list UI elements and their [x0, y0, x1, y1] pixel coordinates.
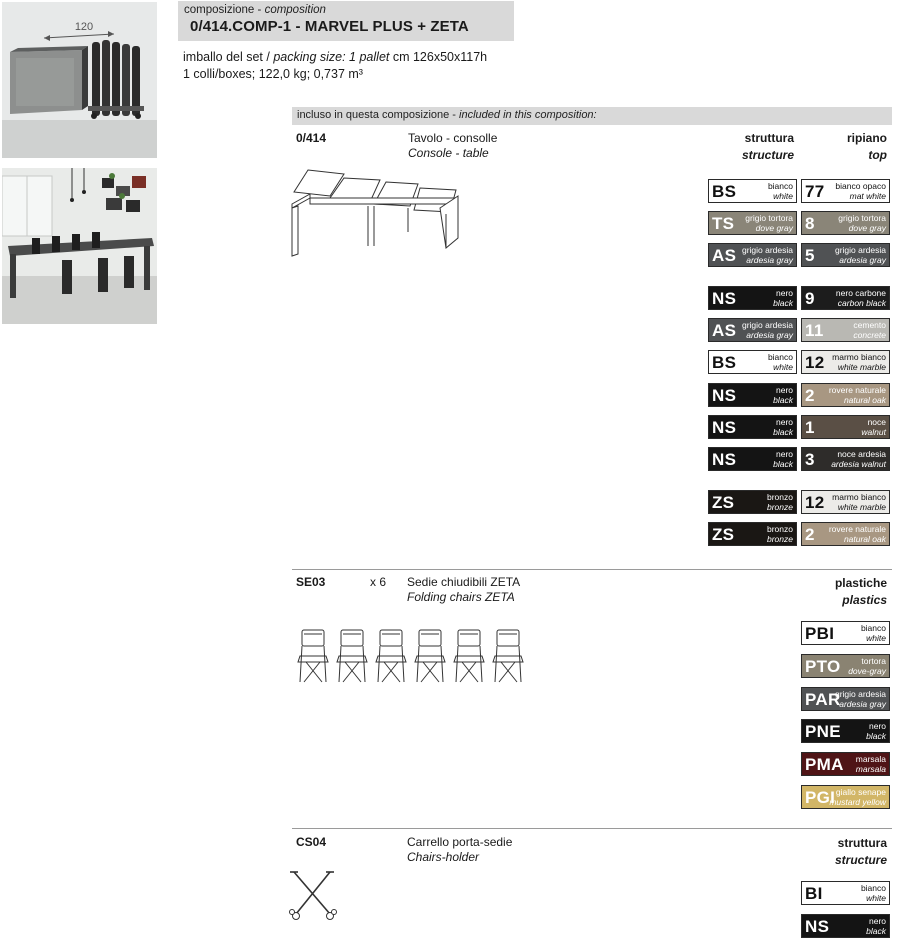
- finish-swatch-top[interactable]: [801, 522, 890, 546]
- item-code: CS04: [296, 835, 327, 849]
- finish-name: [767, 493, 793, 512]
- finish-name: [832, 493, 886, 512]
- finish-swatch-plastics[interactable]: [801, 719, 890, 743]
- finish-name-it: nero: [775, 385, 793, 395]
- finish-code: BI: [805, 884, 823, 903]
- finish-name-en: ardesia gray: [746, 254, 793, 265]
- finish-name-en: mat white: [849, 190, 886, 201]
- finish-swatch-structure[interactable]: [708, 383, 797, 407]
- composition-en: composition: [264, 4, 326, 16]
- finish-code: ZS: [712, 525, 735, 544]
- finish-name-it: bianco: [860, 883, 886, 893]
- finish-swatch-structure[interactable]: [708, 447, 797, 471]
- column-header-en: plastics: [842, 593, 887, 607]
- finish-name-en: black: [866, 925, 886, 936]
- finish-code: AS: [712, 246, 737, 265]
- finish-name-en: bronze: [767, 533, 793, 544]
- finish-name-en: ardesia gray: [746, 329, 793, 340]
- finish-code: 5: [805, 246, 815, 265]
- finish-swatch-structure[interactable]: [708, 211, 797, 235]
- finish-name-it: bianco: [860, 623, 886, 633]
- finish-swatch-structure[interactable]: [708, 522, 797, 546]
- finish-name: [835, 182, 886, 201]
- finish-swatch-top[interactable]: [801, 383, 890, 407]
- finish-code: BS: [712, 353, 737, 372]
- finish-code: 12: [805, 353, 825, 372]
- column-header-en: top: [868, 148, 887, 162]
- finish-name-it: nero: [775, 288, 793, 298]
- column-header-top: [847, 130, 887, 164]
- finish-swatch-structure[interactable]: [801, 914, 890, 938]
- finish-code: 3: [805, 450, 815, 469]
- finish-name: [848, 657, 886, 676]
- item-name-en: Chairs-holder: [407, 850, 480, 864]
- finish-name-it: grigio ardesia: [741, 320, 793, 330]
- product-photo-dining-room: [2, 168, 157, 324]
- finish-name-en: white: [866, 632, 886, 643]
- column-header-en: structure: [741, 148, 794, 162]
- finish-name-it: marmo bianco: [832, 492, 886, 502]
- finish-name: [856, 755, 886, 774]
- finish-name: [866, 917, 886, 936]
- finish-name-it: marmo bianco: [832, 352, 886, 362]
- finish-name-en: ardesia walnut: [831, 458, 886, 469]
- finish-swatch-structure[interactable]: [708, 350, 797, 374]
- finish-name: [745, 214, 793, 233]
- finish-code: 12: [805, 493, 825, 512]
- finish-name: [838, 214, 886, 233]
- finish-name: [831, 450, 886, 469]
- finish-name-it: marsala: [855, 754, 886, 764]
- finish-code: 2: [805, 525, 815, 544]
- finish-name-it: bianco: [767, 352, 793, 362]
- finish-code: TS: [712, 214, 735, 233]
- finish-name-it: nero: [868, 916, 886, 926]
- finish-swatch-top[interactable]: [801, 318, 890, 342]
- finish-name-en: dove gray: [848, 222, 886, 233]
- finish-name: [853, 321, 886, 340]
- finish-code: 11: [805, 321, 824, 340]
- finish-code: ZS: [712, 493, 735, 512]
- finish-name: [835, 246, 886, 265]
- column-header-it: struttura: [837, 836, 887, 850]
- finish-name-it: tortora: [861, 656, 886, 666]
- item-description: [407, 575, 520, 605]
- packing-en: packing size: 1 pallet: [273, 50, 390, 64]
- finish-name-it: nero: [775, 449, 793, 459]
- finish-code: PAR: [805, 690, 841, 709]
- finish-code: 77: [805, 182, 825, 201]
- finish-name: [742, 321, 793, 340]
- finish-name-en: natural oak: [843, 533, 886, 544]
- finish-name-it: nero: [775, 417, 793, 427]
- finish-code: 2: [805, 386, 815, 405]
- column-header-it: ripiano: [846, 131, 887, 145]
- finish-swatch-structure[interactable]: [708, 490, 797, 514]
- finish-name-it: noce ardesia: [837, 449, 886, 459]
- item-name-it: Sedie chiudibili ZETA: [407, 575, 521, 589]
- finish-name-en: black: [866, 730, 886, 741]
- column-header-it: struttura: [744, 131, 794, 145]
- finish-name: [768, 182, 793, 201]
- finish-name-it: rovere naturale: [828, 385, 886, 395]
- finish-name-it: giallo senape: [835, 787, 886, 797]
- finish-code: 8: [805, 214, 815, 233]
- finish-name-it: grigio ardesia: [834, 689, 886, 699]
- finish-name-it: grigio tortora: [745, 213, 793, 223]
- finish-name-it: cemento: [853, 320, 886, 330]
- finish-name-en: white: [773, 361, 793, 372]
- included-it: incluso in questa composizione -: [297, 109, 460, 121]
- finish-name-it: grigio ardesia: [741, 245, 793, 255]
- finish-name-en: white: [866, 892, 886, 903]
- finish-name-en: black: [773, 426, 793, 437]
- finish-name-it: bianco: [767, 181, 793, 191]
- finish-name: [742, 246, 793, 265]
- finish-code: 9: [805, 289, 815, 308]
- finish-code: BS: [712, 182, 737, 201]
- item-name-en: Console - table: [408, 146, 489, 160]
- finish-code: NS: [712, 418, 737, 437]
- finish-name-it: grigio tortora: [838, 213, 886, 223]
- finish-name-it: bronzo: [767, 524, 793, 534]
- finish-code: PMA: [805, 755, 844, 774]
- finish-name-en: dove gray: [755, 222, 793, 233]
- item-code: 0/414: [296, 131, 327, 145]
- finish-name: [861, 884, 886, 903]
- finish-name: [836, 289, 886, 308]
- finish-swatch-top[interactable]: [801, 179, 890, 203]
- finish-name-en: concrete: [853, 329, 886, 340]
- finish-name: [832, 353, 886, 372]
- finish-swatch-plastics[interactable]: [801, 621, 890, 645]
- included-bar: [292, 107, 892, 125]
- finish-name-en: black: [773, 394, 793, 405]
- finish-name-it: bronzo: [767, 492, 793, 502]
- finish-swatch-structure[interactable]: [708, 286, 797, 310]
- finish-name-it: nero carbone: [835, 288, 886, 298]
- composition-separator: -: [254, 4, 265, 16]
- finish-name-en: black: [773, 458, 793, 469]
- finish-name-it: nero: [868, 721, 886, 731]
- finish-name: [829, 525, 886, 544]
- finish-code: NS: [712, 386, 737, 405]
- finish-name: [773, 386, 793, 405]
- finish-code: 1: [805, 418, 815, 437]
- finish-name: [861, 418, 886, 437]
- finish-code: PTO: [805, 657, 841, 676]
- finish-swatch-structure[interactable]: [708, 243, 797, 267]
- finish-code: AS: [712, 321, 737, 340]
- finish-swatch-structure[interactable]: [708, 318, 797, 342]
- finish-name-it: rovere naturale: [828, 524, 886, 534]
- finish-code: PBI: [805, 624, 835, 643]
- column-header-it: plastiche: [834, 576, 887, 590]
- item-description: [407, 835, 512, 865]
- finish-name-en: black: [773, 297, 793, 308]
- packing-dims: cm 126x50x117h: [389, 50, 488, 64]
- page-title: 0/414.COMP-1 - MARVEL PLUS + ZETA: [190, 18, 469, 35]
- finish-name: [835, 690, 886, 709]
- item-code: SE03: [296, 575, 326, 589]
- item-name-it: Carrello porta-sedie: [407, 835, 513, 849]
- product-photo-console-folded: [2, 2, 157, 158]
- finish-swatch-top[interactable]: [801, 415, 890, 439]
- finish-name-en: walnut: [861, 426, 886, 437]
- finish-swatch-plastics[interactable]: [801, 785, 890, 809]
- finish-name: [866, 722, 886, 741]
- finish-name: [773, 450, 793, 469]
- finish-name-en: carbon black: [837, 297, 886, 308]
- photo-dimension-label: 120: [74, 21, 94, 33]
- finish-code: NS: [805, 917, 830, 936]
- item-quantity: x 6: [370, 575, 387, 589]
- finish-swatch-plastics[interactable]: [801, 687, 890, 711]
- finish-name: [767, 525, 793, 544]
- console-table-drawing: [290, 168, 470, 260]
- finish-name: [768, 353, 793, 372]
- column-header-structure: [742, 130, 794, 164]
- item-name-it: Tavolo - consolle: [408, 131, 498, 145]
- finish-swatch-plastics[interactable]: [801, 752, 890, 776]
- finish-name-en: natural oak: [843, 394, 886, 405]
- finish-code: NS: [712, 450, 737, 469]
- item-description: [408, 131, 497, 161]
- finish-name-en: mustard yellow: [829, 796, 886, 807]
- finish-swatch-structure[interactable]: [801, 881, 890, 905]
- column-header-en: structure: [834, 853, 887, 867]
- finish-swatch-top[interactable]: [801, 350, 890, 374]
- finish-name: [861, 624, 886, 643]
- finish-swatch-top[interactable]: [801, 447, 890, 471]
- chairs-holder-drawing: [286, 868, 346, 924]
- packing-size: [183, 50, 487, 64]
- finish-name-en: ardesia gray: [839, 254, 886, 265]
- item-name-en: Folding chairs ZETA: [407, 590, 515, 604]
- finish-name: [773, 289, 793, 308]
- finish-swatch-top[interactable]: [801, 243, 890, 267]
- finish-code: PGI: [805, 788, 836, 807]
- finish-code: PNE: [805, 722, 841, 741]
- composition-it: composizione: [184, 4, 255, 16]
- section-separator: [292, 828, 892, 829]
- finish-name: [829, 788, 886, 807]
- finish-name-it: grigio ardesia: [834, 245, 886, 255]
- finish-swatch-structure[interactable]: [708, 179, 797, 203]
- finish-name: [773, 418, 793, 437]
- section-separator: [292, 569, 892, 570]
- packing-boxes: 1 colli/boxes; 122,0 kg; 0,737 m³: [183, 67, 363, 81]
- finish-name: [829, 386, 886, 405]
- finish-name-en: white marble: [837, 501, 886, 512]
- finish-name-en: ardesia gray: [839, 698, 886, 709]
- finish-name-it: noce: [867, 417, 886, 427]
- finish-swatch-structure[interactable]: [708, 415, 797, 439]
- finish-name-en: marsala: [855, 763, 886, 774]
- included-en: included in this composition:: [459, 109, 597, 121]
- finish-name-en: white marble: [837, 361, 886, 372]
- finish-swatch-top[interactable]: [801, 490, 890, 514]
- column-header-plastics: [835, 575, 887, 609]
- finish-name-it: bianco opaco: [835, 181, 886, 191]
- composition-label: [184, 4, 326, 16]
- finish-swatch-top[interactable]: [801, 286, 890, 310]
- finish-swatch-top[interactable]: [801, 211, 890, 235]
- column-header-structure: [835, 835, 887, 869]
- finish-name-en: bronze: [767, 501, 793, 512]
- folding-chairs-drawing: [296, 628, 528, 684]
- finish-name-en: white: [773, 190, 793, 201]
- finish-swatch-plastics[interactable]: [801, 654, 890, 678]
- packing-it: imballo del set /: [183, 50, 274, 64]
- finish-name-en: dove-gray: [848, 665, 886, 676]
- finish-code: NS: [712, 289, 737, 308]
